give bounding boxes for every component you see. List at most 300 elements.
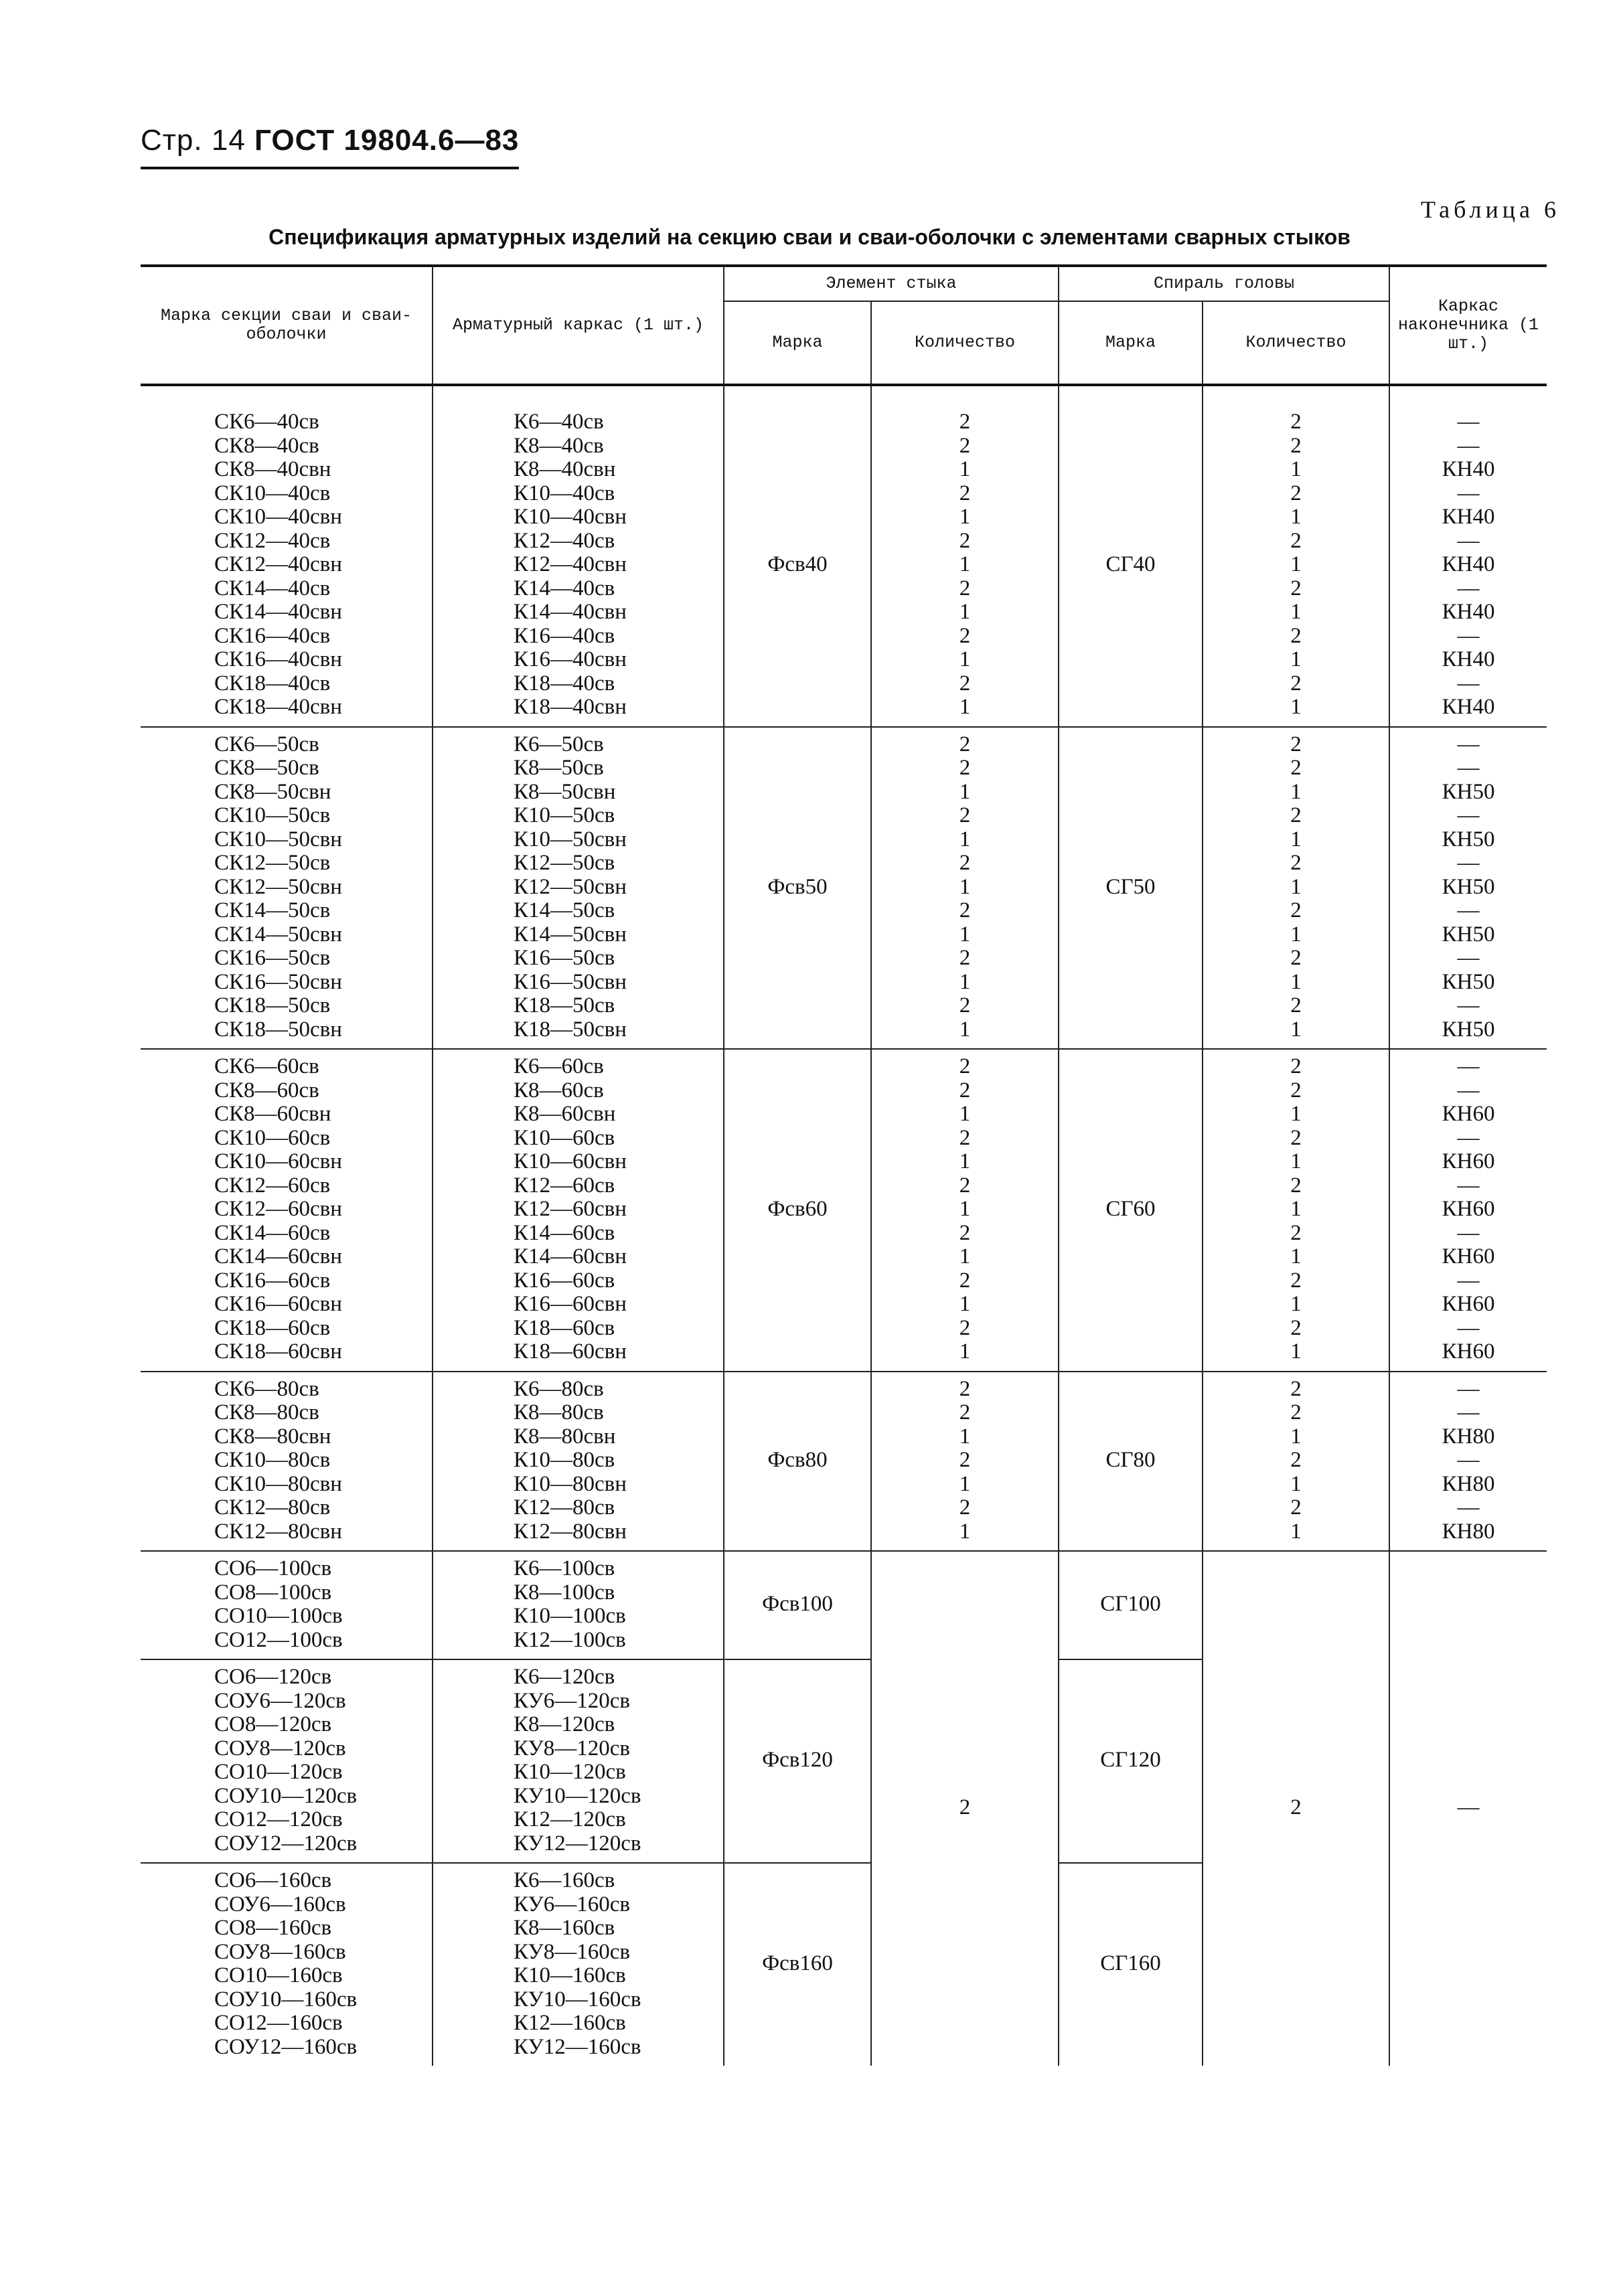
spiral-qty: 1 [1290, 922, 1302, 947]
frame-mark: К14—50св [514, 898, 615, 922]
frame-mark: К10—160св [514, 1963, 626, 1987]
spiral-qty: 1 [1290, 874, 1302, 899]
joint-qty: 1 [959, 1471, 971, 1496]
section-mark: СК10—50св [214, 803, 331, 827]
section-mark: СОУ8—120св [214, 1736, 346, 1760]
joint-qty: 2 [959, 576, 971, 600]
table-body [141, 385, 1547, 2066]
section-mark: СК12—80св [214, 1495, 331, 1520]
table-row [141, 727, 1547, 1050]
spiral-qty: 2 [1290, 481, 1302, 505]
section-mark: СК12—40свн [214, 552, 342, 576]
spiral-qty: 1 [1290, 1471, 1302, 1496]
tip-mark: — [1457, 1078, 1480, 1102]
table-header [141, 266, 1547, 385]
joint-qty: 2 [959, 1400, 971, 1424]
spiral-qty: 1 [1290, 779, 1302, 804]
tip-mark: КН40 [1442, 505, 1495, 529]
frame-mark: К12—40свн [514, 552, 627, 576]
section-mark: СК10—80св [214, 1448, 331, 1472]
frame-mark: К10—100св [514, 1604, 626, 1628]
frame-mark: К10—80свн [514, 1471, 627, 1496]
tip-mark: — [1457, 1268, 1480, 1293]
frame-mark: К18—50свн [514, 1017, 627, 1042]
page-number: Стр. 14 [141, 124, 246, 157]
joint-qty: 1 [959, 1197, 971, 1221]
cell-spiral-qty [1203, 1372, 1389, 1552]
col-joint-qty-header: Количество [871, 301, 1059, 385]
standard-code: ГОСТ 19804.6—83 [254, 124, 520, 157]
tip-mark: — [1457, 576, 1480, 600]
frame-mark: К18—40свн [514, 695, 627, 719]
cell-spiral-qty-shell: 2 [1203, 1551, 1389, 2066]
tip-mark: КН50 [1442, 1017, 1495, 1042]
section-mark: СК8—80свн [214, 1424, 331, 1449]
tip-mark: — [1457, 803, 1480, 827]
section-mark: СК10—40свн [214, 505, 342, 529]
joint-qty: 2 [959, 1495, 971, 1520]
spiral-qty: 1 [1290, 969, 1302, 994]
section-mark: СО10—160св [214, 1963, 343, 1987]
section-mark: СОУ6—120св [214, 1688, 346, 1713]
spiral-qty: 2 [1290, 1125, 1302, 1150]
tip-mark: КН80 [1442, 1424, 1495, 1449]
section-mark: СК12—50св [214, 851, 331, 875]
spiral-qty: 1 [1290, 1197, 1302, 1221]
spiral-qty: 1 [1290, 552, 1302, 576]
tip-mark: — [1457, 433, 1480, 458]
cell-spiral-qty [1203, 1049, 1389, 1372]
cell-joint-mark: Фсв160 [724, 1863, 871, 2066]
section-mark: СО6—120св [214, 1665, 332, 1689]
joint-qty: 2 [959, 732, 971, 756]
frame-mark: К10—50св [514, 803, 615, 827]
tip-mark: КН40 [1442, 457, 1495, 481]
joint-qty: 2 [959, 1268, 971, 1293]
joint-qty: 1 [959, 1292, 971, 1316]
cell-tip-shell: — [1389, 1551, 1547, 2066]
spiral-qty: 2 [1290, 671, 1302, 695]
section-mark: СК16—50свн [214, 969, 342, 994]
spiral-qty: 1 [1290, 695, 1302, 719]
cell-section-marks [141, 385, 433, 727]
joint-qty: 2 [959, 803, 971, 827]
joint-qty: 2 [959, 1054, 971, 1078]
frame-mark: К18—40св [514, 671, 615, 695]
tip-mark: — [1457, 732, 1480, 756]
section-mark: СК16—60св [214, 1268, 331, 1293]
section-mark: СК18—60св [214, 1315, 331, 1340]
cell-joint-mark: Фсв100 [724, 1551, 871, 1659]
section-mark: СК14—40свн [214, 600, 342, 624]
tip-mark: — [1457, 481, 1480, 505]
section-mark: СОУ10—160св [214, 1987, 358, 2012]
spiral-qty: 1 [1290, 1339, 1302, 1364]
joint-qty: 2 [959, 433, 971, 458]
spiral-qty: 2 [1290, 1448, 1302, 1472]
tip-mark: КН60 [1442, 1244, 1495, 1268]
cell-spiral-mark: СГ160 [1059, 1863, 1203, 2066]
tip-mark: — [1457, 623, 1480, 648]
cell-spiral-mark: СГ120 [1059, 1659, 1203, 1863]
frame-mark: К12—80св [514, 1495, 615, 1520]
frame-mark: К12—50свн [514, 874, 627, 899]
spiral-qty: 2 [1290, 1220, 1302, 1245]
frame-mark: К8—80св [514, 1400, 604, 1424]
spiral-qty: 2 [1290, 993, 1302, 1017]
section-mark: СК8—50свн [214, 779, 331, 804]
section-mark: СО10—120св [214, 1760, 343, 1784]
tip-mark: — [1457, 993, 1480, 1017]
section-mark: СК16—40свн [214, 647, 342, 671]
section-mark: СК12—80свн [214, 1519, 342, 1544]
section-mark: СК10—60св [214, 1125, 331, 1150]
spiral-qty: 2 [1290, 1078, 1302, 1102]
frame-mark: К8—50св [514, 756, 604, 780]
joint-qty: 2 [959, 756, 971, 780]
frame-mark: К18—60св [514, 1315, 615, 1340]
joint-qty: 2 [959, 1376, 971, 1401]
joint-qty: 1 [959, 779, 971, 804]
spiral-qty: 1 [1290, 647, 1302, 671]
specification-table [141, 264, 1547, 2066]
joint-qty: 1 [959, 457, 971, 481]
spiral-qty: 2 [1290, 410, 1302, 434]
table-row [141, 1372, 1547, 1552]
tip-mark: — [1457, 1315, 1480, 1340]
cell-section-marks [141, 1551, 433, 1659]
frame-mark: К8—120св [514, 1712, 615, 1736]
col-mark-header: Марка секции сваи и сваи-оболочки [160, 306, 412, 344]
joint-qty: 2 [959, 671, 971, 695]
tip-mark: — [1457, 1495, 1480, 1520]
cell-joint-mark: Фсв50 [724, 727, 871, 1050]
frame-mark: К6—100св [514, 1556, 615, 1580]
joint-qty: 1 [959, 1102, 971, 1126]
section-mark: СОУ8—160св [214, 1939, 346, 1964]
frame-mark: К16—60свн [514, 1292, 627, 1316]
section-mark: СК12—40св [214, 528, 331, 553]
spiral-qty: 2 [1290, 803, 1302, 827]
spiral-qty: 1 [1290, 457, 1302, 481]
spiral-qty: 2 [1290, 1376, 1302, 1401]
tip-mark: КН50 [1442, 874, 1495, 899]
frame-mark: К10—50свн [514, 827, 627, 851]
frame-mark: КУ12—120св [514, 1831, 641, 1856]
joint-qty: 2 [959, 481, 971, 505]
page-header [141, 124, 519, 169]
joint-qty: 1 [959, 1017, 971, 1042]
frame-mark: К8—80свн [514, 1424, 616, 1449]
joint-qty: 1 [959, 1244, 971, 1268]
frame-mark: КУ6—120св [514, 1688, 630, 1713]
cell-frames [433, 1659, 724, 1863]
section-mark: СК14—50св [214, 898, 331, 922]
cell-joint-mark: Фсв40 [724, 385, 871, 727]
section-mark: СК8—80св [214, 1400, 319, 1424]
cell-section-marks [141, 727, 433, 1050]
joint-qty: 1 [959, 1339, 971, 1364]
col-spiral-mark-header: Марка [1059, 301, 1203, 385]
frame-mark: К8—40свн [514, 457, 616, 481]
frame-mark: К8—50свн [514, 779, 616, 804]
col-tip-header: Каркас наконечника (1 шт.) [1389, 266, 1547, 385]
tip-mark: — [1457, 1448, 1480, 1472]
joint-qty: 1 [959, 1149, 971, 1173]
cell-section-marks [141, 1049, 433, 1372]
table-row [141, 385, 1547, 727]
joint-qty: 2 [959, 1078, 971, 1102]
frame-mark: К8—40св [514, 433, 604, 458]
frame-mark: К16—50св [514, 946, 615, 970]
cell-tip [1389, 1372, 1547, 1552]
cell-frames [433, 1049, 724, 1372]
tip-mark: — [1457, 410, 1480, 434]
joint-qty: 2 [959, 946, 971, 970]
cell-spiral-qty [1203, 385, 1389, 727]
col-frame-header: Арматурный каркас (1 шт.) [433, 266, 724, 385]
section-mark: СК8—60св [214, 1078, 319, 1102]
frame-mark: К6—50св [514, 732, 604, 756]
cell-joint-qty [871, 1049, 1059, 1372]
section-mark: СК14—60свн [214, 1244, 342, 1268]
frame-mark: К8—60св [514, 1078, 604, 1102]
spiral-qty: 2 [1290, 946, 1302, 970]
tip-mark: — [1457, 946, 1480, 970]
frame-mark: К6—80св [514, 1376, 604, 1401]
joint-qty: 2 [959, 1220, 971, 1245]
frame-mark: К12—120св [514, 1807, 626, 1831]
section-mark: СК10—50свн [214, 827, 342, 851]
tip-mark: — [1457, 1125, 1480, 1150]
section-mark: СК12—60св [214, 1173, 331, 1198]
tip-mark: КН60 [1442, 1339, 1495, 1364]
joint-qty: 1 [959, 827, 971, 851]
col-joint-header: Элемент стыка [724, 266, 1059, 301]
joint-qty: 1 [959, 695, 971, 719]
tip-mark: — [1457, 756, 1480, 780]
section-mark: СК18—50свн [214, 1017, 342, 1042]
tip-mark: — [1457, 528, 1480, 553]
section-mark: СК10—80свн [214, 1471, 342, 1496]
section-mark: СК10—40св [214, 481, 331, 505]
table-label: Таблица 6 [1421, 196, 1560, 223]
section-mark: СО8—100св [214, 1580, 332, 1605]
section-mark: СК16—60свн [214, 1292, 342, 1316]
cell-spiral-mark: СГ60 [1059, 1049, 1203, 1372]
spiral-qty: 1 [1290, 1149, 1302, 1173]
section-mark: СК8—40св [214, 433, 319, 458]
frame-mark: К14—60св [514, 1220, 615, 1245]
joint-qty: 1 [959, 1519, 971, 1544]
tip-mark: — [1457, 1376, 1480, 1401]
cell-frames [433, 385, 724, 727]
section-mark: СО12—120св [214, 1807, 343, 1831]
tip-mark: КН50 [1442, 779, 1495, 804]
spiral-qty: 1 [1290, 1424, 1302, 1449]
frame-mark: К8—60свн [514, 1102, 616, 1126]
tip-mark: — [1457, 1220, 1480, 1245]
spiral-qty: 2 [1290, 576, 1302, 600]
table-row [141, 1049, 1547, 1372]
frame-mark: К16—40свн [514, 647, 627, 671]
cell-spiral-mark: СГ100 [1059, 1551, 1203, 1659]
table-title: Спецификация арматурных изделий на секцию сваи и сваи-оболочки с элементами сварных стыков [268, 225, 1351, 249]
frame-mark: К12—100св [514, 1627, 626, 1652]
tip-mark: — [1457, 851, 1480, 875]
spiral-qty: 1 [1290, 1017, 1302, 1042]
joint-qty: 1 [959, 922, 971, 947]
section-mark: СО12—160св [214, 2011, 343, 2035]
spiral-qty: 2 [1290, 851, 1302, 875]
col-joint-mark-header: Марка [724, 301, 871, 385]
cell-joint-mark: Фсв60 [724, 1049, 871, 1372]
frame-mark: К10—80св [514, 1448, 615, 1472]
cell-joint-qty [871, 727, 1059, 1050]
frame-mark: К8—100св [514, 1580, 615, 1605]
frame-mark: К18—60свн [514, 1339, 627, 1364]
frame-mark: КУ12—160св [514, 2034, 641, 2059]
joint-qty: 1 [959, 552, 971, 576]
spiral-qty: 1 [1290, 827, 1302, 851]
frame-mark: К10—60свн [514, 1149, 627, 1173]
frame-mark: К12—60св [514, 1173, 615, 1198]
frame-mark: К16—60св [514, 1268, 615, 1293]
spiral-qty: 2 [1290, 623, 1302, 648]
cell-tip [1389, 727, 1547, 1050]
joint-qty: 2 [959, 528, 971, 553]
section-mark: СК18—50св [214, 993, 331, 1017]
spiral-qty: 2 [1290, 1315, 1302, 1340]
section-mark: СО8—160св [214, 1916, 332, 1940]
tip-mark: КН60 [1442, 1197, 1495, 1221]
cell-spiral-mark: СГ50 [1059, 727, 1203, 1050]
tip-mark: КН40 [1442, 552, 1495, 576]
cell-joint-mark: Фсв80 [724, 1372, 871, 1552]
section-mark: СК12—50свн [214, 874, 342, 899]
spiral-qty: 2 [1290, 1495, 1302, 1520]
tip-mark: — [1457, 671, 1480, 695]
tip-mark: КН40 [1442, 695, 1495, 719]
section-mark: СК14—40св [214, 576, 331, 600]
joint-qty: 2 [959, 1125, 971, 1150]
tip-mark: — [1457, 1173, 1480, 1198]
tip-mark: КН40 [1442, 600, 1495, 624]
cell-tip [1389, 1049, 1547, 1372]
joint-qty: 1 [959, 1424, 971, 1449]
section-mark: СК18—40св [214, 671, 331, 695]
spiral-qty: 1 [1290, 1292, 1302, 1316]
section-mark: СК12—60свн [214, 1197, 342, 1221]
frame-mark: КУ8—160св [514, 1939, 630, 1964]
frame-mark: К10—40свн [514, 505, 627, 529]
cell-tip [1389, 385, 1547, 727]
section-mark: СО10—100св [214, 1604, 343, 1628]
section-mark: СК6—40св [214, 410, 319, 434]
joint-qty: 1 [959, 600, 971, 624]
joint-qty: 1 [959, 505, 971, 529]
frame-mark: К16—40св [514, 623, 615, 648]
section-mark: СК8—60свн [214, 1102, 331, 1126]
section-mark: СК8—40свн [214, 457, 331, 481]
spiral-qty: 2 [1290, 732, 1302, 756]
spiral-qty: 2 [1290, 528, 1302, 553]
section-mark: СК18—40свн [214, 695, 342, 719]
section-mark: СК16—40св [214, 623, 331, 648]
frame-mark: К6—60св [514, 1054, 604, 1078]
tip-mark: КН60 [1442, 1102, 1495, 1126]
section-mark: СО8—120св [214, 1712, 332, 1736]
joint-qty: 1 [959, 874, 971, 899]
frame-mark: КУ6—160св [514, 1892, 630, 1916]
joint-qty: 1 [959, 647, 971, 671]
cell-joint-qty [871, 385, 1059, 727]
cell-section-marks [141, 1659, 433, 1863]
frame-mark: К12—40св [514, 528, 615, 553]
frame-mark: К10—60св [514, 1125, 615, 1150]
frame-mark: К12—60свн [514, 1197, 627, 1221]
tip-mark: КН40 [1442, 647, 1495, 671]
spiral-qty: 2 [1290, 1400, 1302, 1424]
col-spiral-header: Спираль головы [1059, 266, 1389, 301]
frame-mark: К14—50свн [514, 922, 627, 947]
section-mark: СК14—50свн [214, 922, 342, 947]
tip-mark: КН50 [1442, 827, 1495, 851]
joint-qty: 2 [959, 898, 971, 922]
tip-mark: — [1457, 898, 1480, 922]
frame-mark: К8—160св [514, 1916, 615, 1940]
frame-mark: К12—160св [514, 2011, 626, 2035]
frame-mark: К14—40свн [514, 600, 627, 624]
frame-mark: К10—120св [514, 1760, 626, 1784]
spiral-qty: 2 [1290, 1268, 1302, 1293]
section-mark: СО6—160св [214, 1868, 332, 1892]
joint-qty: 1 [959, 969, 971, 994]
section-mark: СО12—100св [214, 1627, 343, 1652]
cell-spiral-qty [1203, 727, 1389, 1050]
cell-frames [433, 1372, 724, 1552]
tip-mark: КН60 [1442, 1292, 1495, 1316]
tip-mark: — [1457, 1054, 1480, 1078]
frame-mark: К10—40св [514, 481, 615, 505]
col-spiral-qty-header: Количество [1203, 301, 1389, 385]
frame-mark: КУ10—120св [514, 1783, 641, 1808]
frame-mark: К6—160св [514, 1868, 615, 1892]
spiral-qty: 1 [1290, 600, 1302, 624]
joint-qty: 2 [959, 851, 971, 875]
section-mark: СК16—50св [214, 946, 331, 970]
frame-mark: К6—120св [514, 1665, 615, 1689]
spiral-qty: 1 [1290, 1102, 1302, 1126]
spiral-qty: 1 [1290, 1519, 1302, 1544]
cell-spiral-mark: СГ80 [1059, 1372, 1203, 1552]
cell-section-marks [141, 1372, 433, 1552]
tip-mark: КН50 [1442, 969, 1495, 994]
cell-section-marks [141, 1863, 433, 2066]
section-mark: СК8—50св [214, 756, 319, 780]
cell-joint-mark: Фсв120 [724, 1659, 871, 1863]
section-mark: СОУ12—120св [214, 1831, 358, 1856]
spiral-qty: 2 [1290, 1054, 1302, 1078]
spiral-qty: 2 [1290, 756, 1302, 780]
frame-mark: К6—40св [514, 410, 604, 434]
cell-spiral-mark: СГ40 [1059, 385, 1203, 727]
tip-mark: КН80 [1442, 1471, 1495, 1496]
joint-qty: 2 [959, 1173, 971, 1198]
spiral-qty: 2 [1290, 1173, 1302, 1198]
section-mark: СОУ12—160св [214, 2034, 358, 2059]
cell-frames [433, 1551, 724, 1659]
